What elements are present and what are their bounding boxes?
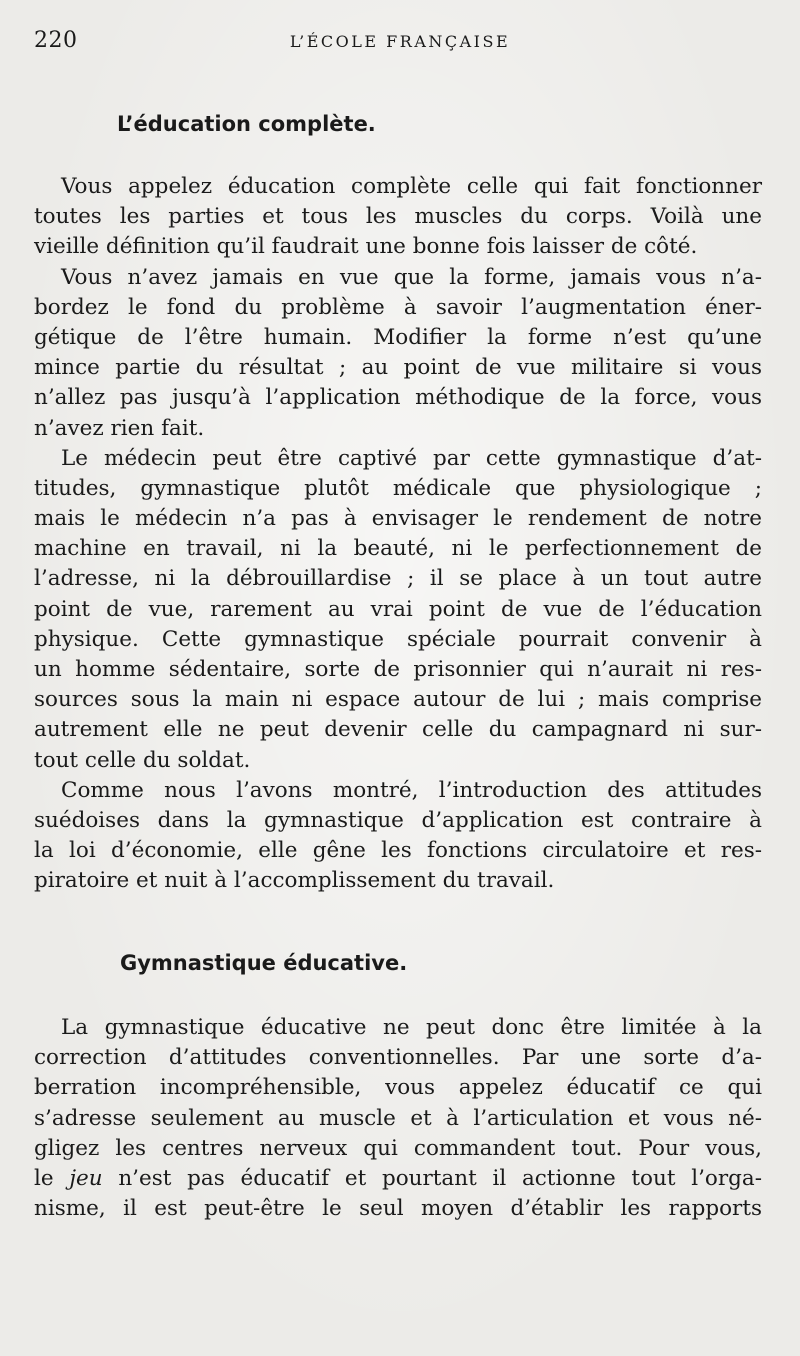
text-line: Vous appelez éducation complète celle qui fait fonctionner bbox=[61, 174, 762, 199]
text-line: bordez le fond du problème à savoir l’augmentation éner- bbox=[34, 294, 762, 320]
text-line: la loi d’économie, elle gêne les fonctions circulatoire et res- bbox=[34, 838, 762, 864]
text-line: nisme, il est peut-être le seul moyen d’établir les rapports bbox=[34, 1196, 762, 1222]
text-line: n’avez rien fait. bbox=[34, 415, 205, 441]
text-line: vieille définition qu’il faudrait une bonne fois laisser de côté. bbox=[34, 234, 698, 260]
section-body bbox=[34, 172, 762, 897]
text-line: suédoises dans la gymnastique d’application est contraire à bbox=[34, 807, 762, 833]
text-line: sources sous la main ni espace autour de lui ; mais comprise bbox=[34, 687, 762, 713]
text-line: piratoire et nuit à l’accomplissement du travail. bbox=[34, 868, 555, 894]
text-line: s’adresse seulement au muscle et à l’articulation et vous né- bbox=[34, 1105, 762, 1131]
text-line: autrement elle ne peut devenir celle du campagnard ni sur- bbox=[34, 717, 762, 743]
text-line: correction d’attitudes conventionnelles. Par une sorte d’a- bbox=[34, 1045, 762, 1071]
text-line: gligez les centres nerveux qui commandent tout. Pour vous, bbox=[34, 1135, 762, 1161]
text-line: n’allez pas jusqu’à l’application méthodique de la force, vous bbox=[34, 385, 762, 411]
text-line: La gymnastique éducative ne peut donc être limitée à la bbox=[61, 1015, 762, 1040]
text-line: point de vue, rarement au vrai point de vue de l’éducation bbox=[34, 596, 762, 622]
text-line: mais le médecin n’a pas à envisager le rendement de notre bbox=[34, 506, 762, 532]
text-line: physique. Cette gymnastique spéciale pourrait convenir à bbox=[34, 626, 762, 652]
text-line: machine en travail, ni la beauté, ni le perfectionnement de bbox=[34, 536, 762, 562]
section-heading: Gymnastique éducative. bbox=[120, 951, 408, 975]
text-line: titudes, gymnastique plutôt médicale que physiologique ; bbox=[34, 475, 762, 501]
text-line: l’adresse, ni la débrouillardise ; il se place à un tout autre bbox=[34, 566, 762, 592]
text-line: un homme sédentaire, sorte de prisonnier qui n’aurait ni res- bbox=[34, 657, 762, 682]
text-line: Vous n’avez jamais en vue que la forme, jamais vous n’a- bbox=[61, 264, 762, 290]
text-line bbox=[34, 1164, 762, 1194]
text-fragment: le bbox=[34, 1165, 70, 1191]
text-line: mince partie du résultat ; au point de vue militaire si vous bbox=[34, 355, 762, 381]
emphasis: jeu bbox=[69, 1165, 103, 1191]
text-line: tout celle du soldat. bbox=[34, 747, 251, 773]
text-line: Comme nous l’avons montré, l’introduction des attitudes bbox=[61, 777, 762, 803]
text-line: gétique de l’être humain. Modifier la forme n’est qu’une bbox=[34, 324, 762, 350]
text-fragment: n’est pas éducatif et pourtant il actionne tout l’orga- bbox=[102, 1165, 762, 1191]
running-title: L’ÉCOLE FRANÇAISE bbox=[289, 32, 511, 51]
text-line: berration incompréhensible, vous appelez éducatif ce qui bbox=[34, 1075, 762, 1101]
text-line: Le médecin peut être captivé par cette gymnastique d’at- bbox=[61, 445, 762, 471]
running-head bbox=[0, 28, 800, 60]
page-number: 220 bbox=[34, 28, 78, 53]
section-body bbox=[34, 1013, 762, 1224]
text-line: toutes les parties et tous les muscles du corps. Voilà une bbox=[34, 204, 762, 230]
section-heading: L’éducation complète. bbox=[117, 112, 376, 136]
